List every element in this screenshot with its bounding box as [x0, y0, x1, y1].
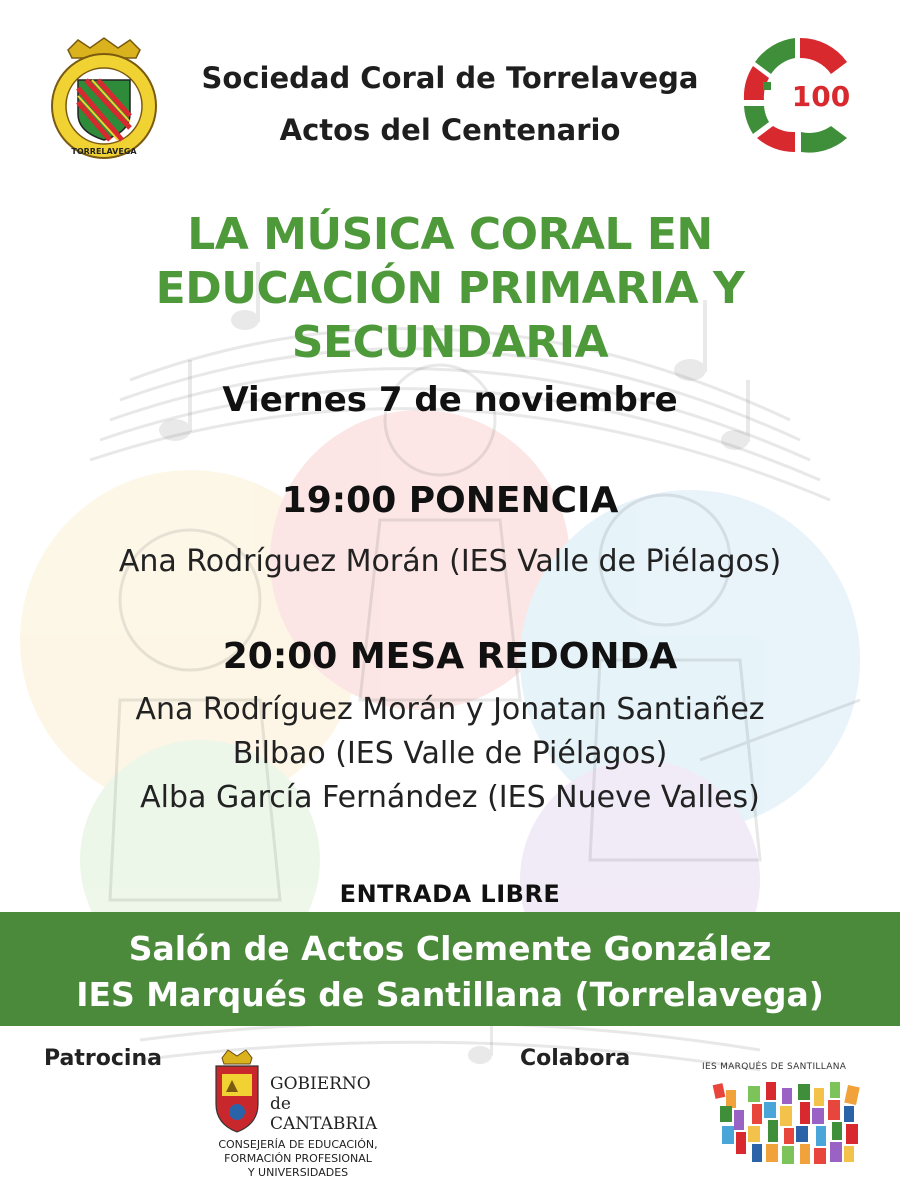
consejeria-line-1: CONSEJERÍA DE EDUCACIÓN,	[218, 1138, 378, 1151]
mesa-line-3: Alba García Fernández (IES Nueve Valles)	[140, 780, 760, 815]
consejeria-name	[188, 1138, 408, 1180]
gobierno-line-3: CANTABRIA	[270, 1114, 378, 1134]
mesa-line-2: Bilbao (IES Valle de Piélagos)	[232, 736, 668, 771]
ies-logo-caption: IES MARQUÉS DE SANTILLANA	[702, 1062, 847, 1072]
organization-name: Sociedad Coral de Torrelavega	[201, 61, 699, 95]
gobierno-cantabria-shield-logo	[212, 1048, 262, 1134]
venue-institution: IES Marqués de Santillana (Torrelavega)	[76, 975, 824, 1014]
ponencia-heading: 19:00 PONENCIA	[281, 480, 619, 521]
gobierno-cantabria-name	[270, 1074, 377, 1134]
event-date: Viernes 7 de noviembre	[222, 380, 678, 420]
gobierno-line-1: GOBIERNO	[270, 1074, 371, 1094]
free-entry-label: ENTRADA LIBRE	[339, 880, 561, 908]
event-series-subtitle: Actos del Centenario	[279, 113, 621, 147]
event-title-line-2: EDUCACIÓN PRIMARIA Y	[155, 263, 745, 314]
event-title-line-3: SECUNDARIA	[291, 317, 609, 368]
consejeria-line-3: Y UNIVERSIDADES	[247, 1166, 349, 1179]
event-title	[0, 208, 900, 370]
venue-name: Salón de Actos Clemente González	[128, 929, 772, 968]
centenary-badge-text: 100	[791, 80, 851, 113]
mesa-redonda-heading: 20:00 MESA REDONDA	[222, 636, 678, 677]
gobierno-line-2: de	[270, 1094, 291, 1114]
ies-marques-santillana-logo	[712, 1076, 862, 1168]
colabora-label: Colabora	[520, 1046, 631, 1071]
mesa-line-1: Ana Rodríguez Morán y Jonatan Santiañez	[135, 692, 765, 727]
mesa-redonda-participants	[0, 688, 900, 820]
consejeria-line-2: FORMACIÓN PROFESIONAL	[224, 1152, 372, 1165]
event-title-line-1: LA MÚSICA CORAL EN	[187, 209, 713, 260]
crest-caption: TORRELAVEGA	[71, 147, 137, 156]
patrocina-label: Patrocina	[44, 1046, 162, 1071]
ponencia-speaker: Ana Rodríguez Morán (IES Valle de Piélagos)	[118, 544, 782, 579]
